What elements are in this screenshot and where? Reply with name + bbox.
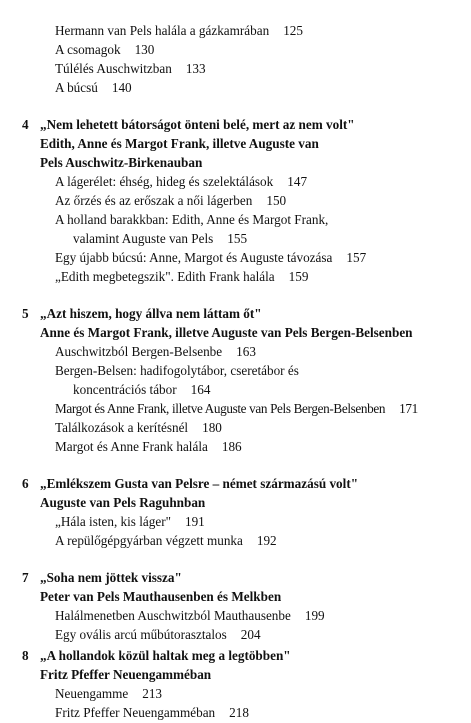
toc-entry-continued: [73, 229, 247, 248]
toc-entry-page: 130: [134, 42, 155, 57]
toc-entry-text: A lágerélet: éhség, hideg és szelektálások: [55, 174, 274, 189]
toc-entry-page: 213: [142, 686, 163, 701]
toc-entry-text: Auschwitzból Bergen-Belsenbe: [55, 344, 223, 359]
chapter-subtitle: Peter van Pels Mauthausenben és Melkben: [40, 589, 282, 604]
toc-entry: [55, 59, 206, 78]
chapter-title: „Azt hiszem, hogy állva nem láttam őt": [40, 306, 262, 321]
toc-entry: [55, 418, 222, 437]
toc-entry: [55, 625, 261, 644]
chapter-title: „A hollandok közül haltak meg a legtöbben": [40, 648, 291, 663]
toc-entry-text: A holland barakkban: Edith, Anne és Margot Frank,: [55, 212, 329, 227]
toc-entry-page: 164: [190, 382, 211, 397]
toc-entry-page: 171: [399, 401, 418, 416]
toc-entry-text: Hermann van Pels halála a gázkamrában: [55, 23, 270, 38]
chapter-title: „Nem lehetett bátorságot önteni belé, mert az nem volt": [40, 117, 355, 132]
toc-entry-text: A csomagok: [55, 42, 121, 57]
toc-entry-page: 186: [221, 439, 242, 454]
toc-entry-page: 159: [288, 269, 309, 284]
toc-entry-page: 180: [202, 420, 222, 435]
toc-entry-page: 191: [184, 514, 205, 529]
chapter-subtitle: Pels Auschwitz-Birkenauban: [40, 155, 203, 170]
toc-entry-page: 157: [346, 250, 367, 265]
toc-entry-text: „Edith megbetegszik". Edith Frank halála: [55, 269, 275, 284]
toc-entry: [55, 40, 154, 59]
toc-entry-text: koncentrációs tábor: [73, 382, 177, 397]
toc-entry-text: A búcsú: [55, 80, 98, 95]
toc-entry-continued: [73, 380, 210, 399]
toc-entry: [55, 703, 249, 722]
toc-entry-page: 204: [240, 627, 261, 642]
toc-entry: [55, 210, 328, 229]
chapter-subtitle: Fritz Pfeffer Neuengamméban: [40, 667, 212, 682]
toc-entry-text: A repülőgépgyárban végzett munka: [55, 533, 243, 548]
toc-entry: [55, 191, 286, 210]
toc-entry: [55, 21, 303, 40]
toc-entry: [55, 606, 325, 625]
toc-entry-text: Túlélés Auschwitzban: [55, 61, 172, 76]
chapter-number: 8: [22, 648, 29, 663]
toc-entry-text: Az őrzés és az erőszak a női lágerben: [55, 193, 253, 208]
toc-entry-page: 125: [283, 23, 303, 38]
toc-entry-text: Találkozások a kerítésnél: [55, 420, 189, 435]
chapter-number: 7: [22, 570, 29, 585]
toc-entry-text: Margot és Anne Frank halála: [55, 439, 208, 454]
toc-entry-text: Halálmenetben Auschwitzból Mauthausenbe: [55, 608, 291, 623]
toc-entry-page: 155: [227, 231, 248, 246]
toc-entry-page: 140: [111, 80, 132, 95]
toc-entry-text: valamint Auguste van Pels: [73, 231, 214, 246]
toc-entry: [55, 361, 299, 380]
toc-entry-page: 218: [229, 705, 249, 720]
chapter-number: 6: [22, 476, 29, 491]
toc-entry-text: Egy újabb búcsú: Anne, Margot és Auguste távozása: [55, 250, 333, 265]
toc-entry: [55, 531, 277, 550]
chapter-subtitle: Anne és Margot Frank, illetve Auguste van Pels Bergen-Belsenben: [40, 325, 413, 340]
toc-entry: [55, 248, 366, 267]
toc-entry-page: 147: [287, 174, 308, 189]
chapter-number: 5: [22, 306, 29, 321]
toc-entry-page: 192: [256, 533, 277, 548]
toc-entry: [55, 267, 308, 286]
chapter-subtitle: Edith, Anne és Margot Frank, illetve Auguste van: [40, 136, 319, 151]
chapter-number: 4: [22, 117, 29, 132]
toc-entry-page: 163: [236, 344, 256, 359]
toc-entry-page: 150: [266, 193, 287, 208]
toc-entry-text: Neuengamme: [55, 686, 129, 701]
toc-entry-text: Margot és Anne Frank, illetve Auguste van Pels Bergen-Belsenben: [55, 401, 386, 416]
chapter-title: „Emlékszem Gusta van Pelsre – német származású volt": [40, 476, 359, 491]
toc-entry: [55, 437, 242, 456]
toc-entry-text: Egy ovális arcú műbútorasztalos: [55, 627, 227, 642]
toc-entry: [55, 399, 418, 418]
toc-entry-page: 133: [185, 61, 206, 76]
toc-entry-text: Bergen-Belsen: hadifogolytábor, cseretábor és: [55, 363, 299, 378]
chapter-subtitle: Auguste van Pels Raguhnban: [40, 495, 206, 510]
toc-entry: [55, 342, 256, 361]
toc-entry-text: „Hála isten, kis láger": [55, 514, 171, 529]
toc-entry: [55, 684, 162, 703]
toc-entry-page: 199: [304, 608, 325, 623]
toc-entry: [55, 78, 132, 97]
chapter-title: „Soha nem jöttek vissza": [40, 570, 182, 585]
toc-entry: [55, 172, 307, 191]
toc-entry: [55, 512, 205, 531]
toc-entry-text: Fritz Pfeffer Neuengamméban: [55, 705, 216, 720]
